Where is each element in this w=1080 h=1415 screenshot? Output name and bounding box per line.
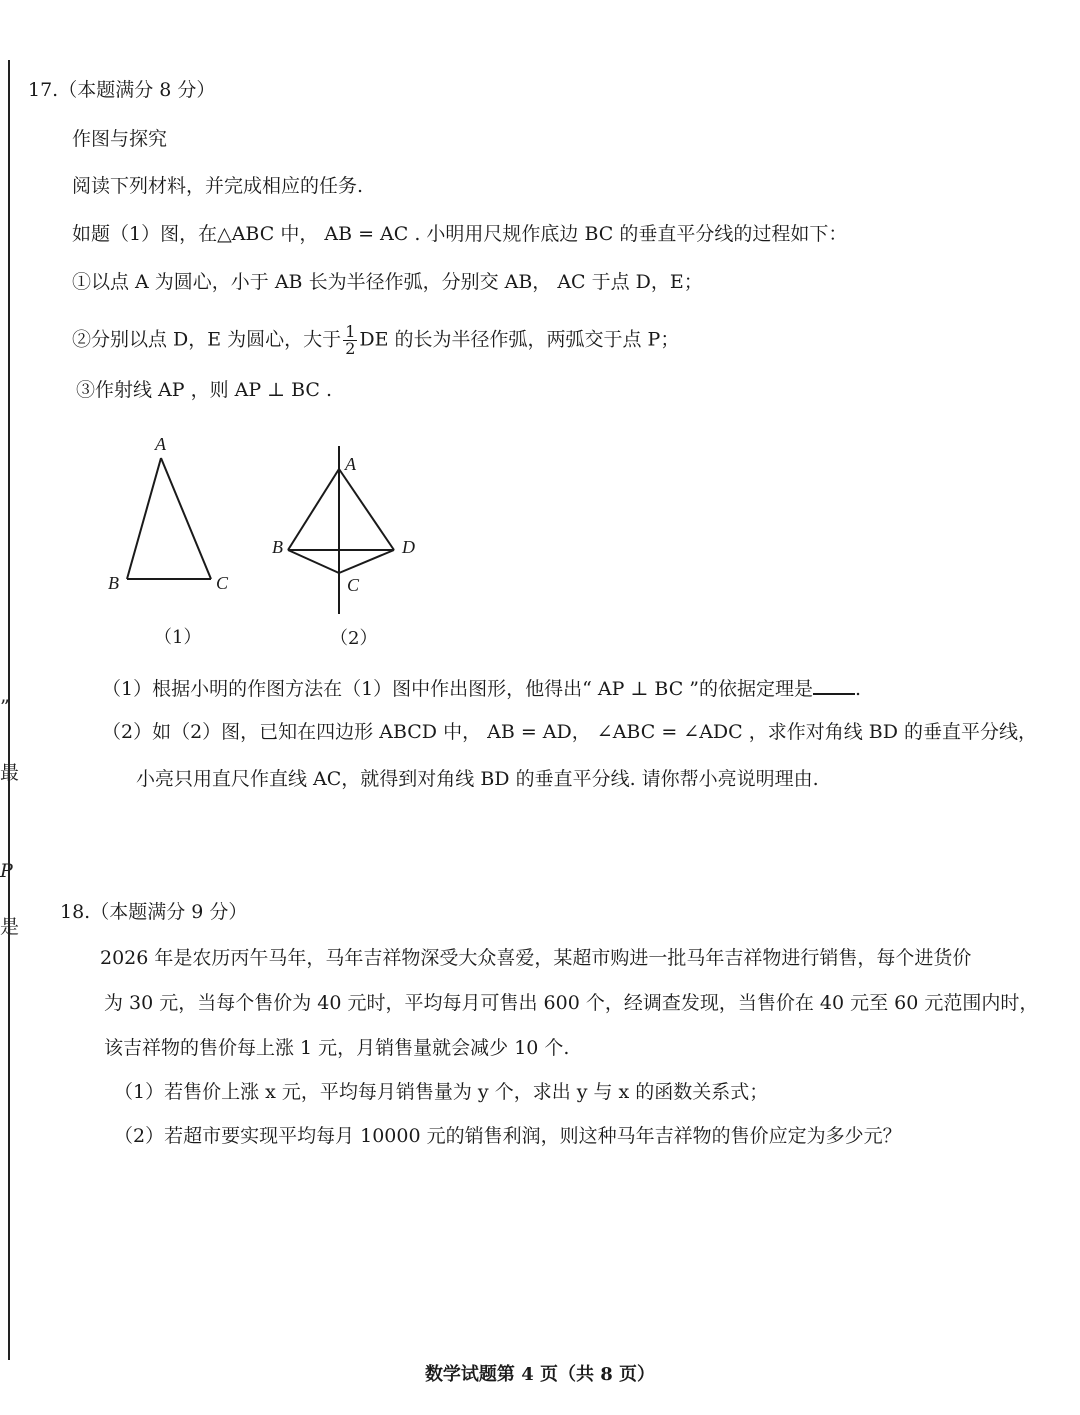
answer-blank (813, 675, 855, 695)
fig2-label-d: D (402, 537, 415, 557)
q17-header: 17.（本题满分 8 分） (28, 79, 216, 101)
fig2-side-bc (288, 550, 339, 573)
fig2-side-dc (339, 550, 394, 573)
fig2-caption: （2） (330, 628, 378, 649)
q17-task1 (102, 675, 861, 701)
q18-task2: （2）若超市要实现平均每月 10000 元的销售利润，则这种马年吉祥物的售价应定为多少元？ (114, 1125, 902, 1147)
q18-para-line3: 该吉祥物的售价每上涨 1 元，月销售量就会减少 10 个. (104, 1037, 570, 1059)
fig2-side-ad (339, 469, 394, 550)
fig2-side-ab (288, 469, 339, 550)
fraction-numerator: 1 (345, 322, 356, 341)
q17-step2-after: DE 的长为半径作弧，两弧交于点 P； (359, 328, 680, 351)
q17-step3: ③作射线 AP ，则 AP ⊥ BC . (76, 379, 333, 401)
q17-step1: ①以点 A 为圆心，小于 AB 长为半径作弧，分别交 AB， AC 于点 D，E； (72, 271, 703, 293)
fig1-label-b: B (108, 573, 119, 593)
q18-para-line2: 为 30 元，当每个售价为 40 元时，平均每月可售出 600 个，经调查发现，当售价在 40 元至 60 元范围内时， (104, 992, 1039, 1014)
fig2-label-c: C (347, 575, 360, 595)
fig1-label-a: A (155, 434, 166, 454)
q17-step2-before: ②分别以点 D，E 为圆心，大于 (72, 328, 342, 351)
q18-task1: （1）若售价上涨 x 元，平均每月销售量为 y 个，求出 y 与 x 的函数关系式； (114, 1081, 769, 1103)
fig1-side-ac (161, 458, 211, 579)
fig2-label-a: A (345, 454, 356, 474)
q17-task2-line2: 小亮只用直尺作直线 AC，就得到对角线 BD 的垂直平分线. 请你帮小亮说明理由. (136, 768, 819, 790)
q17-task2-line1: （2）如（2）图，已知在四边形 ABCD 中， AB = AD， ∠ABC = ∠ADC ，求作对角线 BD 的垂直平分线， (102, 721, 1038, 743)
figure-drawings (0, 0, 1080, 700)
q18-header: 18.（本题满分 9 分） (60, 901, 248, 923)
fraction-denominator: 2 (345, 339, 356, 358)
fig2-label-b: B (272, 537, 283, 557)
fig1-caption: （1） (154, 627, 202, 648)
q17-intro: 阅读下列材料，并完成相应的任务. (72, 175, 364, 197)
q18-para-line1: 2026 年是农历丙午马年，马年吉祥物深受大众喜爱，某超市购进一批马年吉祥物进行销售，每个进货价 (100, 947, 972, 969)
page-footer: 数学试题第 4 页（共 8 页） (424, 1364, 656, 1385)
fig1-side-ab (127, 458, 161, 579)
q17-title: 作图与探究 (72, 128, 168, 150)
margin-text-zui: 最 (0, 762, 20, 784)
margin-text-p: P (0, 860, 13, 882)
q17-setup: 如题（1）图，在△ABC 中， AB = AC . 小明用尺规作底边 BC 的垂直平分线的过程如下： (72, 223, 848, 245)
q17-task1-text: （1）根据小明的作图方法在（1）图中作出图形，他得出“ AP ⊥ BC ”的依据定理是 (102, 678, 813, 700)
fig1-label-c: C (216, 573, 229, 593)
margin-text-shi: 是 (0, 916, 20, 938)
q17-task1-end: . (855, 678, 862, 700)
margin-text-quote: ” (0, 696, 10, 718)
